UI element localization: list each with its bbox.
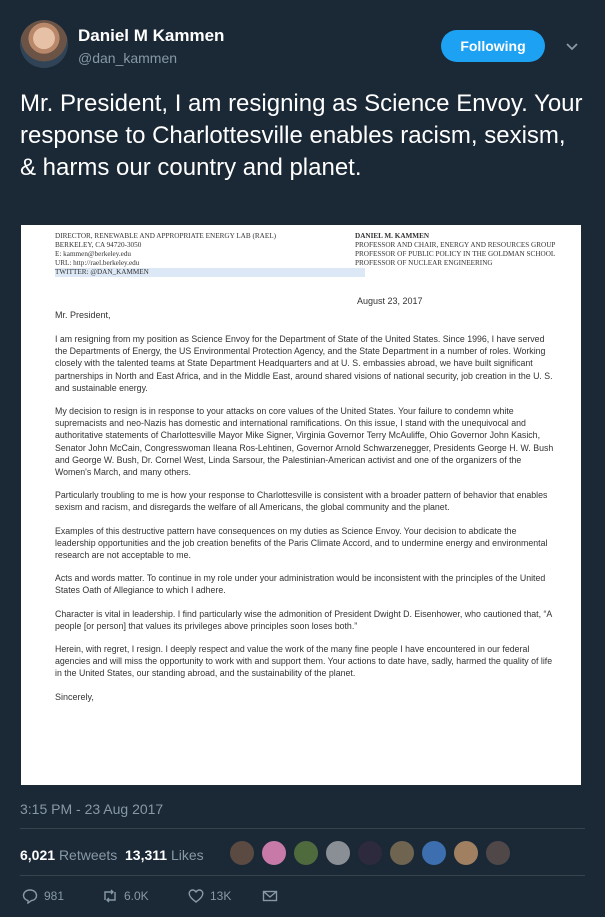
reply-button[interactable] xyxy=(22,888,64,904)
letterhead-line: DIRECTOR, RENEWABLE AND APPROPRIATE ENERGY LAB (RAEL) xyxy=(55,232,277,240)
letter-paragraph: I am resigning from my position as Science Envoy for the Department of State of the United States. Since 1996, I have served the Departments of Energy, the US Environmental Protection Agency, and the State Department in a number of roles. Working closely with the talented teams at State Department Headquarters and at U. S. embassies abroad, we have built significant partnerships in North and East Africa, and in the Middle East, around shared visions of national security, job creation in the U. S. and sustainable energy. xyxy=(55,334,553,393)
liker-avatar[interactable] xyxy=(260,839,288,867)
letterhead-line: TWITTER: @DAN_KAMMEN xyxy=(55,268,365,277)
letterhead-line: BERKELEY, CA 94720-3050 xyxy=(55,241,142,249)
reply-count: 981 xyxy=(44,889,65,903)
likes-count: 13,311 xyxy=(125,847,168,863)
heart-icon xyxy=(188,888,204,904)
chevron-down-icon[interactable] xyxy=(565,40,579,54)
liker-avatar[interactable] xyxy=(292,839,320,867)
letterhead-line: URL: http://rael.berkeley.edu xyxy=(55,259,140,267)
letter-body xyxy=(55,333,559,703)
likes-label: Likes xyxy=(170,847,204,863)
avatar[interactable] xyxy=(20,20,68,68)
like-count: 13K xyxy=(210,889,232,903)
following-button[interactable]: Following xyxy=(441,30,545,62)
liker-avatar[interactable] xyxy=(452,839,480,867)
liker-avatar[interactable] xyxy=(324,839,352,867)
letter-paragraph: Character is vital in leadership. I find particularly wise the admonition of President Dwight D. Eisenhower, who cautioned that, “A people [or person] that values its privileges above principles soon loses both.” xyxy=(55,608,552,631)
likes-stat[interactable] xyxy=(125,847,204,863)
tweet-text: Mr. President, I am resigning as Science Envoy. Your response to Charlottesville enables racism, sexism, & harms our country and planet. xyxy=(20,90,583,181)
tweet-header xyxy=(20,20,585,76)
envelope-icon xyxy=(262,888,278,904)
display-name[interactable]: Daniel M Kammen xyxy=(78,26,225,45)
divider xyxy=(20,828,585,829)
letter-paragraph: Examples of this destructive pattern have consequences on my duties as Science Envoy. Your decision to abdicate the leadership opportunities and the job creation benefits of the Paris Climate Accord, and to undermine energy and environmental research are not acceptable to me. xyxy=(55,525,548,561)
liker-avatar[interactable] xyxy=(388,839,416,867)
divider xyxy=(20,875,585,876)
user-handle[interactable]: @dan_kammen xyxy=(78,50,178,66)
direct-message-button[interactable] xyxy=(262,888,278,904)
retweet-count: 6.0K xyxy=(124,889,149,903)
retweets-label: Retweets xyxy=(58,847,118,863)
tweet-stats xyxy=(20,839,585,869)
retweets-stat[interactable] xyxy=(20,847,117,863)
letterhead-line: E: kammen@berkeley.edu xyxy=(55,250,132,258)
letter-closing: Sincerely, xyxy=(55,691,94,702)
liker-avatar[interactable] xyxy=(356,839,384,867)
letterhead-line: PROFESSOR OF NUCLEAR ENGINEERING xyxy=(355,259,493,267)
letterhead-left xyxy=(55,232,355,277)
letter-paragraph: Acts and words matter. To continue in my role under your administration would be inconsistent with the principles of the United States Oath of Allegiance to which I adhere. xyxy=(55,573,546,596)
letter-paragraph: Particularly troubling to me is how your response to Charlottesville is consistent with a broader pattern of behavior that enables sexism and racism, and disregards the welfare of all Americans, the global community and the planet. xyxy=(55,490,548,513)
letter-paragraph: Herein, with regret, I resign. I deeply respect and value the work of the many fine people I have encountered in our federal agencies and will miss the opportunity to work with and support them. Your actions to date have, sadly, harmed the quality of life in the United States, our standing abroad, and the sustainability of the planet. xyxy=(55,644,553,679)
letter-paragraph: My decision to resign is in response to your attacks on core values of the United States. Your failure to condemn white supremacists and neo-Nazis has domestic and international ramifications. On this issue, I stand with the unequivocal and authoritative statements of Charlottesville Mayor Mike Signer, Virginia Governor Terry McAuliffe, Ohio Governor John Kasich, Senator John McCain, Congresswoman Ileana Ros-Lehtinen, Governor Arnold Schwarzenegger, Presidents George H. W. Bush and George W. Bush, Dr. Cornel West, Linda Sarsour, the Palestinian-American activist and one of the organizers of the Women's March, and many others. xyxy=(55,406,554,478)
tweet-timestamp[interactable]: 3:15 PM - 23 Aug 2017 xyxy=(20,801,164,817)
letterhead-line: PROFESSOR AND CHAIR, ENERGY AND RESOURCES GROUP xyxy=(355,241,556,249)
letter-date: August 23, 2017 xyxy=(357,296,423,306)
liker-avatar[interactable] xyxy=(484,839,512,867)
letterhead-line: DANIEL M. KAMMEN xyxy=(355,232,430,240)
liker-avatar[interactable] xyxy=(420,839,448,867)
tweet-actions xyxy=(20,888,585,914)
like-button[interactable] xyxy=(188,888,231,904)
reply-icon xyxy=(22,888,38,904)
letterhead-line: PROFESSOR OF PUBLIC POLICY IN THE GOLDMAN SCHOOL xyxy=(355,250,556,258)
liker-avatars xyxy=(228,839,512,867)
retweets-count: 6,021 xyxy=(20,847,56,863)
retweet-icon xyxy=(102,888,118,904)
letter-salutation: Mr. President, xyxy=(55,310,111,320)
letterhead-right xyxy=(355,232,577,268)
liker-avatar[interactable] xyxy=(228,839,256,867)
retweet-button[interactable] xyxy=(102,888,149,904)
attached-letter-image[interactable] xyxy=(21,225,581,785)
